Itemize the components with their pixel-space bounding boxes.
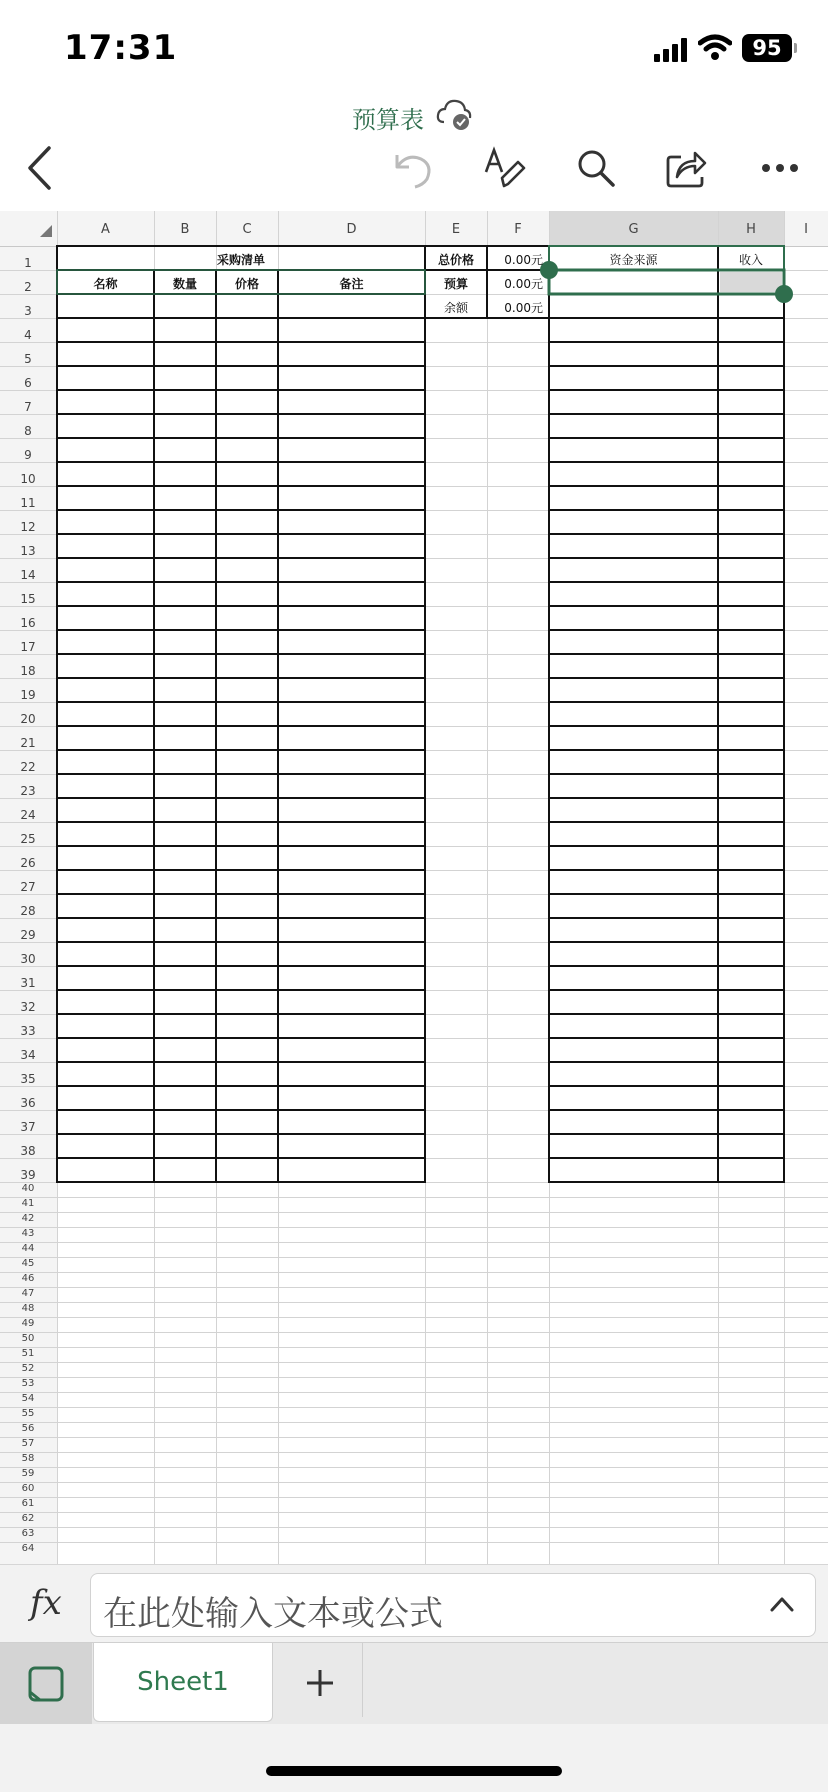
purchase-table-border [57,246,425,1182]
sheet-tab-bar [0,1642,828,1725]
cell-D2[interactable]: 备注 [339,277,364,291]
draw-button[interactable] [474,138,534,198]
column-header-D[interactable]: D [346,222,357,237]
row-header[interactable]: 28 [20,904,36,918]
row-header[interactable]: 39 [20,1168,36,1182]
row-header[interactable]: 56 [21,1423,35,1434]
cell-F3[interactable]: 0.00元 [504,301,543,315]
row-header[interactable]: 6 [24,376,32,390]
row-header[interactable]: 19 [20,688,36,702]
row-header[interactable]: 45 [21,1258,35,1269]
row-header[interactable]: 17 [20,640,36,654]
sheet-list-icon [26,1664,66,1704]
wifi-icon [698,34,732,62]
row-header[interactable]: 49 [21,1318,35,1329]
row-header[interactable]: 22 [20,760,36,774]
row-header[interactable]: 36 [20,1096,36,1110]
tab-sheet1[interactable]: Sheet1 [93,1643,273,1722]
row-header[interactable]: 12 [20,520,36,534]
row-header[interactable]: 57 [21,1438,35,1449]
row-header[interactable]: 40 [21,1183,35,1194]
row-header[interactable]: 42 [21,1213,35,1224]
row-header[interactable]: 59 [21,1468,35,1479]
battery-indicator: 95 [742,34,792,62]
draw-icon [482,146,526,190]
formula-input[interactable] [90,1573,816,1637]
cell-B2[interactable]: 数量 [172,277,197,291]
row-header[interactable]: 41 [21,1198,35,1209]
row-header[interactable]: 29 [20,928,36,942]
home-area [0,1724,828,1792]
row-header[interactable]: 58 [21,1453,35,1464]
row-header[interactable]: 20 [20,712,36,726]
back-button[interactable] [10,138,70,198]
row-header[interactable]: 26 [20,856,36,870]
cell-H1[interactable]: 收入 [738,253,763,267]
cellular-signal-icon [654,38,690,62]
column-header-E[interactable]: E [451,222,461,237]
funding-table-border [549,246,784,1182]
row-header[interactable]: 51 [21,1348,35,1359]
battery-tip [794,43,797,53]
row-header[interactable]: 47 [21,1288,35,1299]
row-header[interactable]: 30 [20,952,36,966]
row-header[interactable]: 21 [20,736,36,750]
row-header[interactable]: 5 [24,352,32,366]
plus-icon [305,1668,335,1698]
row-header[interactable]: 46 [21,1273,35,1284]
search-icon [576,148,616,188]
back-chevron-icon [25,145,55,191]
formula-placeholder: 在此处输入文本或公式 [103,1594,443,1634]
row-header[interactable]: 43 [21,1228,35,1239]
row-header[interactable]: 13 [20,544,36,558]
column-header-A[interactable]: A [101,222,110,237]
selected-cell-fill [720,272,782,292]
row-header[interactable]: 53 [21,1378,35,1389]
row-header[interactable]: 14 [20,568,36,582]
cell-C2[interactable]: 价格 [234,277,259,291]
cell-E2[interactable]: 预算 [443,277,468,291]
row-header[interactable]: 16 [20,616,36,630]
row-header[interactable]: 54 [21,1393,35,1404]
share-icon [665,147,707,189]
cell-E3[interactable]: 余额 [443,301,468,315]
row-header[interactable]: 38 [20,1144,36,1158]
clock: 17:31 [64,28,178,68]
row-header[interactable]: 4 [24,328,32,342]
status-bar [0,0,828,100]
row-header[interactable]: 60 [21,1483,35,1494]
row-header[interactable]: 3 [24,304,32,318]
row-header[interactable]: 32 [20,1000,36,1014]
row-header[interactable]: 44 [21,1243,35,1254]
row-header[interactable]: 10 [20,472,36,486]
grid-lines [0,211,828,1564]
column-header-B[interactable]: B [180,222,190,237]
toolbar [0,138,828,208]
row-header[interactable]: 61 [21,1498,35,1509]
add-sheet-button[interactable] [290,1653,350,1713]
row-header[interactable]: 9 [24,448,32,462]
column-header-H[interactable]: H [746,222,756,237]
more-icon [760,162,800,174]
row-header[interactable]: 8 [24,424,32,438]
row-header[interactable]: 62 [21,1513,35,1524]
tab-divider [362,1643,363,1717]
undo-icon [393,147,435,189]
column-header-F[interactable]: F [514,222,522,237]
row-header[interactable]: 37 [20,1120,36,1134]
row-header[interactable]: 63 [21,1528,35,1539]
search-button[interactable] [566,138,626,198]
row-header[interactable]: 50 [21,1333,35,1344]
cell-G1[interactable]: 资金来源 [609,253,658,267]
row-header[interactable]: 64 [21,1543,35,1554]
row-header[interactable]: 2 [24,280,32,294]
row-header[interactable]: 18 [20,664,36,678]
row-header[interactable]: 27 [20,880,36,894]
row-header[interactable]: 24 [20,808,36,822]
cell-F2[interactable]: 0.00元 [504,277,543,291]
cloud-sync-icon[interactable] [436,96,474,132]
row-header[interactable]: 48 [21,1303,35,1314]
cell-F1[interactable]: 0.00元 [504,253,543,267]
more-button[interactable] [750,138,810,198]
row-header[interactable]: 23 [20,784,36,798]
column-header-I[interactable]: I [804,222,808,237]
row-header[interactable]: 25 [20,832,36,846]
spreadsheet-grid[interactable] [0,211,828,1564]
row-header[interactable]: 1 [24,256,32,270]
row-header[interactable]: 52 [21,1363,35,1374]
cell-A2[interactable]: 名称 [93,277,118,291]
function-icon[interactable]: fx [30,1583,62,1623]
row-header[interactable]: 11 [20,496,36,510]
chevron-up-icon[interactable] [769,1594,795,1614]
undo-button[interactable] [384,138,444,198]
formula-bar [0,1564,828,1643]
row-header[interactable]: 7 [24,400,32,414]
column-header-C[interactable]: C [242,222,252,237]
row-header[interactable]: 55 [21,1408,35,1419]
cell-A1[interactable]: 采购清单 [216,253,265,267]
row-header[interactable]: 15 [20,592,36,606]
row-header[interactable]: 35 [20,1072,36,1086]
row-header[interactable]: 33 [20,1024,36,1038]
cell-E1[interactable]: 总价格 [437,253,474,267]
column-header-G[interactable]: G [628,222,639,237]
selection-handle-end [775,285,793,303]
sheet-list-button[interactable] [0,1643,92,1725]
document-title[interactable]: 预算表 [352,106,424,134]
home-indicator[interactable] [266,1766,562,1776]
row-header[interactable]: 31 [20,976,36,990]
share-button[interactable] [656,138,716,198]
row-header[interactable]: 34 [20,1048,36,1062]
